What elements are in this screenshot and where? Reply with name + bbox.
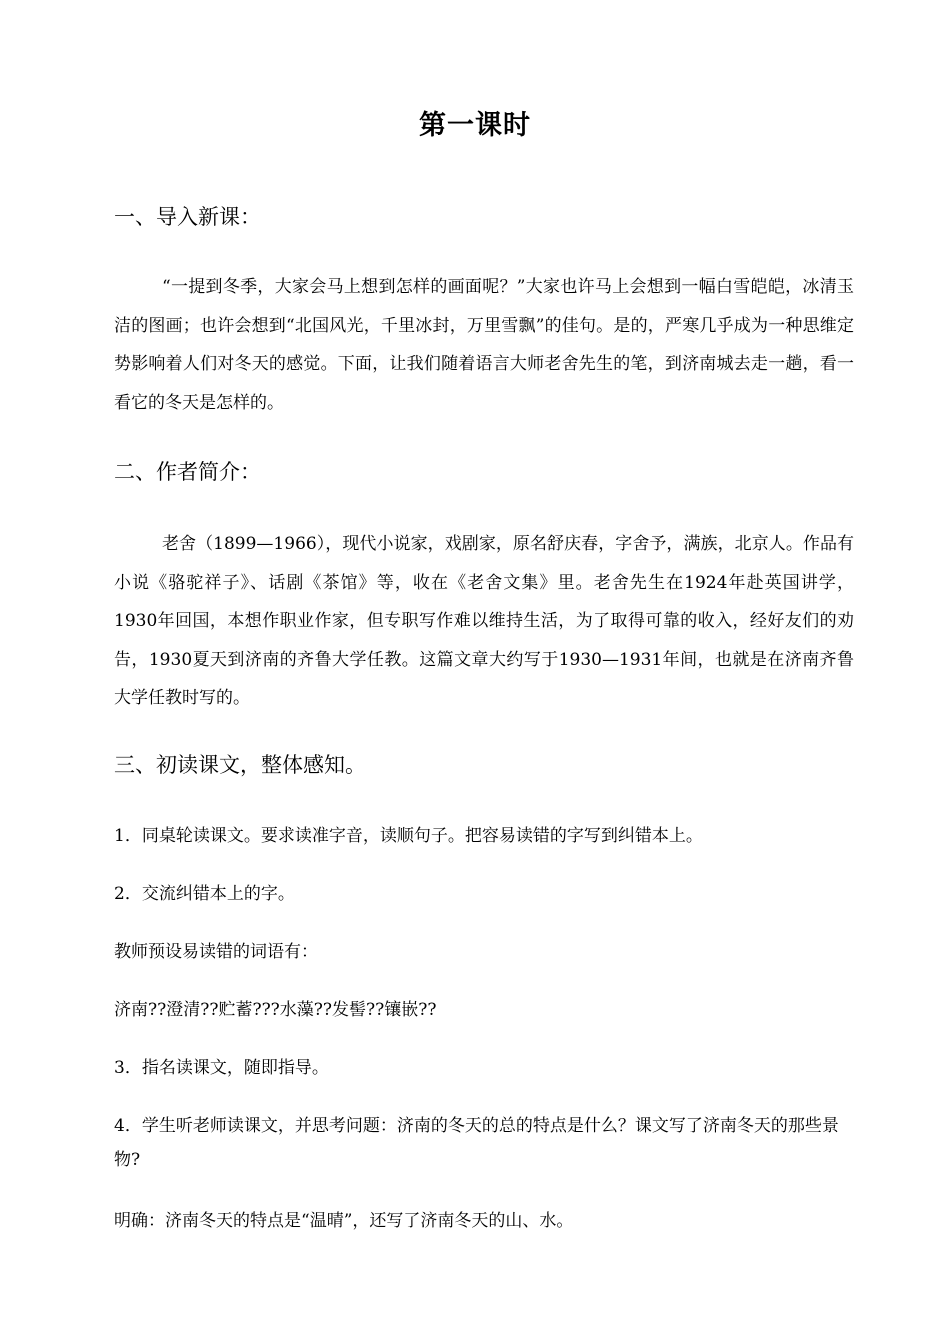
section-paragraph-intro: “一提到冬季，大家会马上想到怎样的画面呢？”大家也许马上会想到一幅白雪皑皑，冰清玉洁的图画；也许会想到“北国风光，千里冰封，万里雪飘”的佳句。是的，严寒几乎成为一种思维定势影响着人们对冬天的感觉。下面，让我们随着语言大师老舍先生的笔，到济南城去走一趟，看一看它的冬天是怎样的。	[114, 277, 854, 413]
section-heading-author: 二、作者简介：	[114, 460, 261, 484]
list-item: 济南??澄清??贮蓄???水藻??发髻??镶嵌??	[114, 1000, 437, 1020]
section-heading-reading: 三、初读课文，整体感知。	[114, 753, 366, 777]
section-paragraph-author: 老舍（1899—1966），现代小说家，戏剧家，原名舒庆春，字舍予，满族，北京人。作品有小说《骆驼祥子》、话剧《茶馆》等，收在《老舍文集》里。老舍先生在1924年赴英国讲学，1930年回国，本想作职业作家，但专职写作难以维持生活，为了取得可靠的收入，经好友们的劝告，1930夏天到济南的齐鲁大学任教。这篇文章大约写于1930—1931年间，也就是在济南齐鲁大学任教时写的。	[114, 534, 854, 708]
list-item: 明确：济南冬天的特点是“温晴”，还写了济南冬天的山、水。	[114, 1211, 574, 1231]
list-item: 1．同桌轮读课文。要求读准字音，读顺句子。把容易读错的字写到纠错本上。	[114, 826, 703, 846]
page-title: 第一课时	[419, 110, 531, 141]
list-item: 教师预设易读错的词语有：	[114, 942, 318, 962]
list-item: 2．交流纠错本上的字。	[114, 884, 295, 904]
section-heading-intro: 一、导入新课：	[114, 205, 261, 229]
list-item: 3．指名读课文，随即指导。	[114, 1058, 329, 1078]
list-item: 4．学生听老师读课文，并思考问题：济南的冬天的总的特点是什么？课文写了济南冬天的那些景物?	[114, 1116, 839, 1170]
